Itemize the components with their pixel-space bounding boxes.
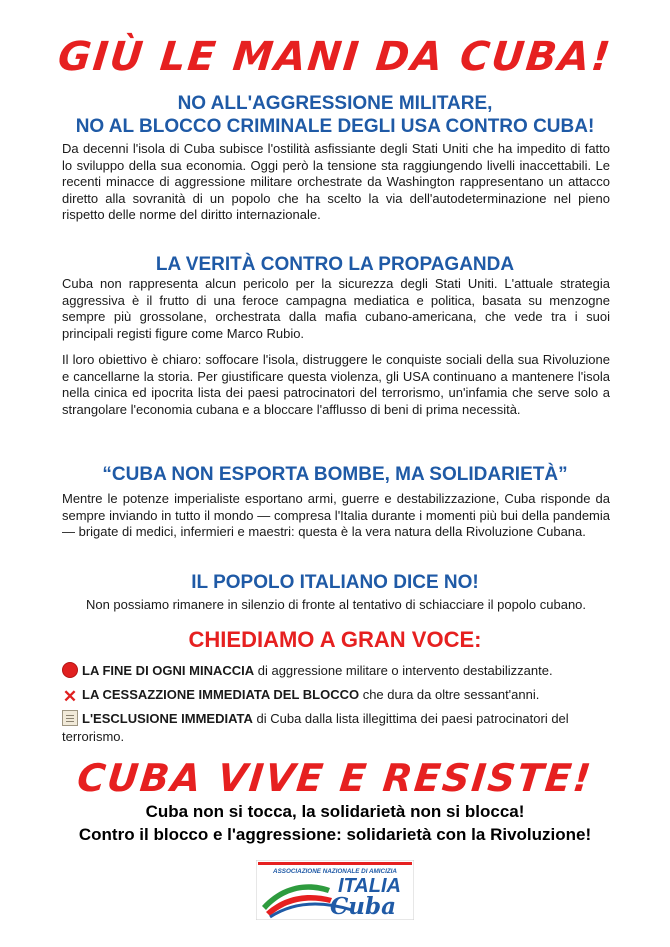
demand-item — [62, 662, 622, 680]
section2-paragraph1: Cuba non rappresenta alcun pericolo per la sicurezza degli Stati Uniti. L'attuale strategia aggressiva è il frutto di una feroce campagna mediatica e politica, basata su menzogne sempre più grossolane, orchestrata dalla mafia cubano-americana, che vede tra i suoi principali registi figure come Marco Rubio. — [62, 276, 610, 341]
italia-cuba-logo — [256, 860, 414, 920]
demand-bold: L'ESCLUSIONE IMMEDIATA — [82, 711, 253, 726]
section4-paragraph: Non possiamo rimanere in silenzio di fronte al tentativo di schiacciare il popolo cubano. — [85, 597, 587, 612]
section3-paragraph: Mentre le potenze imperialiste esportano armi, guerre e destabilizzazione, Cuba risponde da sempre inviando in tutto il mondo — compresa l'Italia durante i momenti più bui della pandemia — brigate di medici, infermieri e maestri: questa è la vera natura della Rivoluzione Cubana. — [62, 491, 610, 540]
demand-text: che dura da oltre sessant'anni. — [359, 687, 540, 702]
section1-paragraph: Da decenni l'isola di Cuba subisce l'ostilità asfissiante degli Stati Uniti che ha impedito di fatto lo sviluppo della sua economia. Oggi però la tensione sta raggiungendo livelli inaccettabili. Le recenti minacce di aggressione militare orchestrate da Washington rappresentano un attacco diretto alla sovranità di un popolo che ha scelto la via dell'autodeterminazione nel pieno rispetto delle norme del diritto internazionale. — [62, 141, 610, 223]
main-title: GIÙ LE MANI DA CUBA! — [55, 34, 615, 80]
demand-text: di Cuba dalla lista illegittima dei paesi patrocinatori del terrorismo. — [62, 711, 569, 744]
logo-association-text: ASSOCIAZIONE NAZIONALE DI AMICIZIA — [273, 868, 397, 875]
closing-line-2: Contro il blocco e l'aggressione: solidarietà con la Rivoluzione! — [78, 825, 592, 844]
logo-word-cuba: Cuba — [330, 893, 397, 920]
section3-heading: “CUBA NON ESPORTA BOMBE, MA SOLIDARIETÀ” — [102, 464, 568, 485]
section2-heading: LA VERITÀ CONTRO LA PROPAGANDA — [155, 254, 515, 275]
demand-item — [62, 710, 622, 746]
demand-bold: LA CESSAZZIONE IMMEDIATA DEL BLOCCO — [82, 687, 360, 702]
slogan: CUBA VIVE E RESISTE! — [75, 756, 595, 800]
section1-heading-line2: NO AL BLOCCO CRIMINALE DEGLI USA CONTRO CUBA! — [75, 116, 595, 137]
document-icon — [62, 710, 78, 726]
demand-text: di aggressione militare o intervento destabilizzante. — [254, 663, 553, 678]
section1-heading-line1: NO ALL'AGGRESSIONE MILITARE, — [177, 93, 493, 114]
logo-word-italia: ITALIA — [338, 875, 401, 897]
demands-heading: CHIEDIAMO A GRAN VOCE: — [188, 627, 482, 652]
demand-item — [62, 686, 622, 705]
stop-sign-icon — [62, 662, 78, 678]
closing-line-1: Cuba non si tocca, la solidarietà non si blocca! — [145, 802, 525, 821]
cross-mark-icon: ✕ — [62, 687, 78, 706]
demand-bold: LA FINE DI OGNI MINACCIA — [82, 663, 255, 678]
section2-paragraph2: Il loro obiettivo è chiaro: soffocare l'isola, distruggere le conquiste sociali della sua Rivoluzione e cancellarne la storia. Per giustificare questa violenza, gli USA continuano a mantenere l'isola nella cinica ed ipocrita lista dei paesi patrocinatori del terrorismo, un'infamia che serve solo a strangolare l'economia cubana e a bloccare l'afflusso di beni di prima necessità. — [62, 352, 610, 417]
section4-heading: IL POPOLO ITALIANO DICE NO! — [191, 572, 479, 593]
